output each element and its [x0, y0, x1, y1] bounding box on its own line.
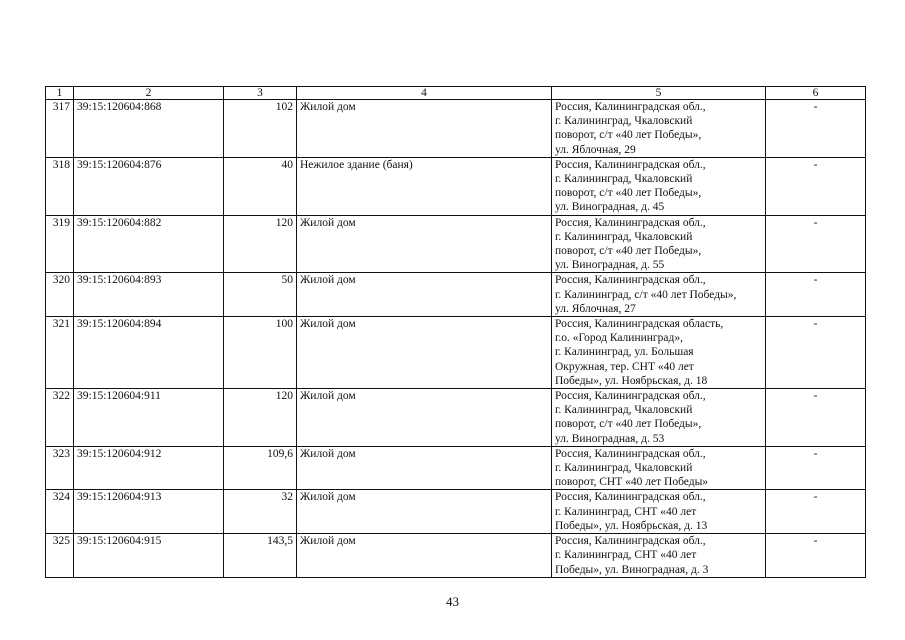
note-cell: - [766, 446, 866, 490]
col-header-4: 4 [297, 87, 552, 100]
object-name: Нежилое здание (баня) [297, 157, 552, 215]
object-address: Россия, Калининградская обл., г. Калининград, Чкаловский поворот, с/т «40 лет Победы», ул. Яблочная, 29 [552, 100, 766, 158]
row-number: 321 [46, 317, 74, 389]
object-address: Россия, Калининградская обл., г. Калининград, Чкаловский поворот, с/т «40 лет Победы», ул. Виноградная, д. 53 [552, 389, 766, 447]
object-address: Россия, Калининградская обл., г. Калининград, СНТ «40 лет Победы», ул. Ноябрьская, д. 13 [552, 490, 766, 534]
area-value: 50 [224, 273, 297, 317]
note-cell: - [766, 534, 866, 578]
table-row [46, 215, 866, 273]
col-header-3: 3 [224, 87, 297, 100]
cadastral-number: 39:15:120604:911 [74, 389, 224, 447]
object-name: Жилой дом [297, 534, 552, 578]
table-row [46, 534, 866, 578]
row-number: 318 [46, 157, 74, 215]
note-cell: - [766, 490, 866, 534]
note-cell: - [766, 215, 866, 273]
note-cell: - [766, 273, 866, 317]
row-number: 323 [46, 446, 74, 490]
object-name: Жилой дом [297, 100, 552, 158]
area-value: 120 [224, 389, 297, 447]
row-number: 325 [46, 534, 74, 578]
table-row [46, 100, 866, 158]
area-value: 143,5 [224, 534, 297, 578]
cadastral-number: 39:15:120604:912 [74, 446, 224, 490]
row-number: 319 [46, 215, 74, 273]
row-number: 322 [46, 389, 74, 447]
table-row [46, 273, 866, 317]
header-row [46, 87, 866, 100]
cadastral-number: 39:15:120604:915 [74, 534, 224, 578]
object-name: Жилой дом [297, 389, 552, 447]
row-number: 320 [46, 273, 74, 317]
cadastral-number: 39:15:120604:893 [74, 273, 224, 317]
object-name: Жилой дом [297, 317, 552, 389]
object-name: Жилой дом [297, 446, 552, 490]
object-name: Жилой дом [297, 215, 552, 273]
col-header-1: 1 [46, 87, 74, 100]
object-address: Россия, Калининградская область, г.о. «Город Калининград», г. Калининград, ул. Большая Окружная, тер. СНТ «40 лет Победы», ул. Ноябрьская, д. 18 [552, 317, 766, 389]
object-address: Россия, Калининградская обл., г. Калининград, с/т «40 лет Победы», ул. Яблочная, 27 [552, 273, 766, 317]
note-cell: - [766, 317, 866, 389]
registry-table [45, 86, 866, 578]
area-value: 102 [224, 100, 297, 158]
object-address: Россия, Калининградская обл., г. Калининград, Чкаловский поворот, с/т «40 лет Победы», ул. Виноградная, д. 45 [552, 157, 766, 215]
col-header-2: 2 [74, 87, 224, 100]
table-row [46, 389, 866, 447]
object-address: Россия, Калининградская обл., г. Калининград, Чкаловский поворот, с/т «40 лет Победы», ул. Виноградная, д. 55 [552, 215, 766, 273]
col-header-5: 5 [552, 87, 766, 100]
table-row [46, 317, 866, 389]
object-name: Жилой дом [297, 490, 552, 534]
cadastral-number: 39:15:120604:913 [74, 490, 224, 534]
cadastral-number: 39:15:120604:894 [74, 317, 224, 389]
area-value: 120 [224, 215, 297, 273]
cadastral-number: 39:15:120604:868 [74, 100, 224, 158]
area-value: 109,6 [224, 446, 297, 490]
table-row [46, 490, 866, 534]
note-cell: - [766, 157, 866, 215]
note-cell: - [766, 389, 866, 447]
table-row [46, 446, 866, 490]
cadastral-number: 39:15:120604:882 [74, 215, 224, 273]
col-header-6: 6 [766, 87, 866, 100]
row-number: 324 [46, 490, 74, 534]
area-value: 40 [224, 157, 297, 215]
area-value: 32 [224, 490, 297, 534]
cadastral-number: 39:15:120604:876 [74, 157, 224, 215]
object-name: Жилой дом [297, 273, 552, 317]
row-number: 317 [46, 100, 74, 158]
area-value: 100 [224, 317, 297, 389]
object-address: Россия, Калининградская обл., г. Калининград, Чкаловский поворот, СНТ «40 лет Победы» [552, 446, 766, 490]
page-number: 43 [446, 594, 459, 609]
table-row [46, 157, 866, 215]
object-address: Россия, Калининградская обл., г. Калининград, СНТ «40 лет Победы», ул. Виноградная, д. 3 [552, 534, 766, 578]
note-cell: - [766, 100, 866, 158]
